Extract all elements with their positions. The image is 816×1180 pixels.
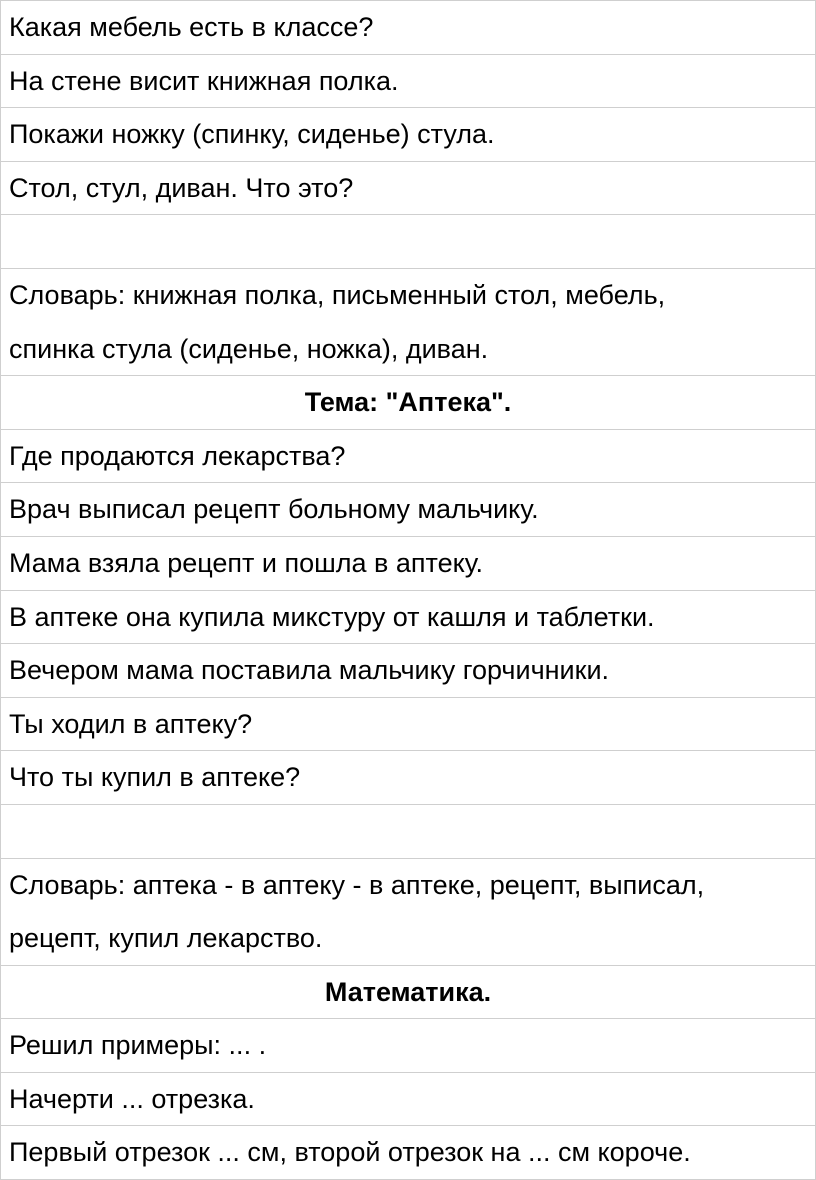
- table-row: Решил примеры: ... .: [0, 1019, 816, 1073]
- table-row: Где продаются лекарства?: [0, 430, 816, 484]
- vocabulary-line: Словарь: книжная полка, письменный стол, мебель,: [9, 279, 666, 310]
- table-row: Первый отрезок ... см, второй отрезок на ... см короче.: [0, 1126, 816, 1180]
- table-row: Ты ходил в аптеку?: [0, 698, 816, 752]
- table-row: Какая мебель есть в классе?: [0, 1, 816, 55]
- vocabulary-line: Словарь: аптека - в аптеку - в аптеке, рецепт, выписал,: [9, 869, 705, 900]
- table-row: В аптеке она купила микстуру от кашля и таблетки.: [0, 591, 816, 645]
- table-row: На стене висит книжная полка.: [0, 55, 816, 109]
- table-row: Стол, стул, диван. Что это?: [0, 162, 816, 216]
- vocabulary-row: [0, 859, 816, 966]
- vocabulary-row: [0, 269, 816, 376]
- table-row: Врач выписал рецепт больному мальчику.: [0, 483, 816, 537]
- section-heading: Математика.: [0, 966, 816, 1020]
- empty-row: [0, 805, 816, 859]
- table-row: Начерти ... отрезка.: [0, 1073, 816, 1127]
- table-row: Что ты купил в аптеке?: [0, 751, 816, 805]
- table-row: Мама взяла рецепт и пошла в аптеку.: [0, 537, 816, 591]
- vocabulary-line: спинка стула (сиденье, ножка), диван.: [9, 333, 489, 364]
- empty-row: [0, 215, 816, 269]
- table-row: Вечером мама поставила мальчику горчичники.: [0, 644, 816, 698]
- table-row: Покажи ножку (спинку, сиденье) стула.: [0, 108, 816, 162]
- vocabulary-line: рецепт, купил лекарство.: [9, 923, 323, 954]
- section-heading: Тема: "Аптека".: [0, 376, 816, 430]
